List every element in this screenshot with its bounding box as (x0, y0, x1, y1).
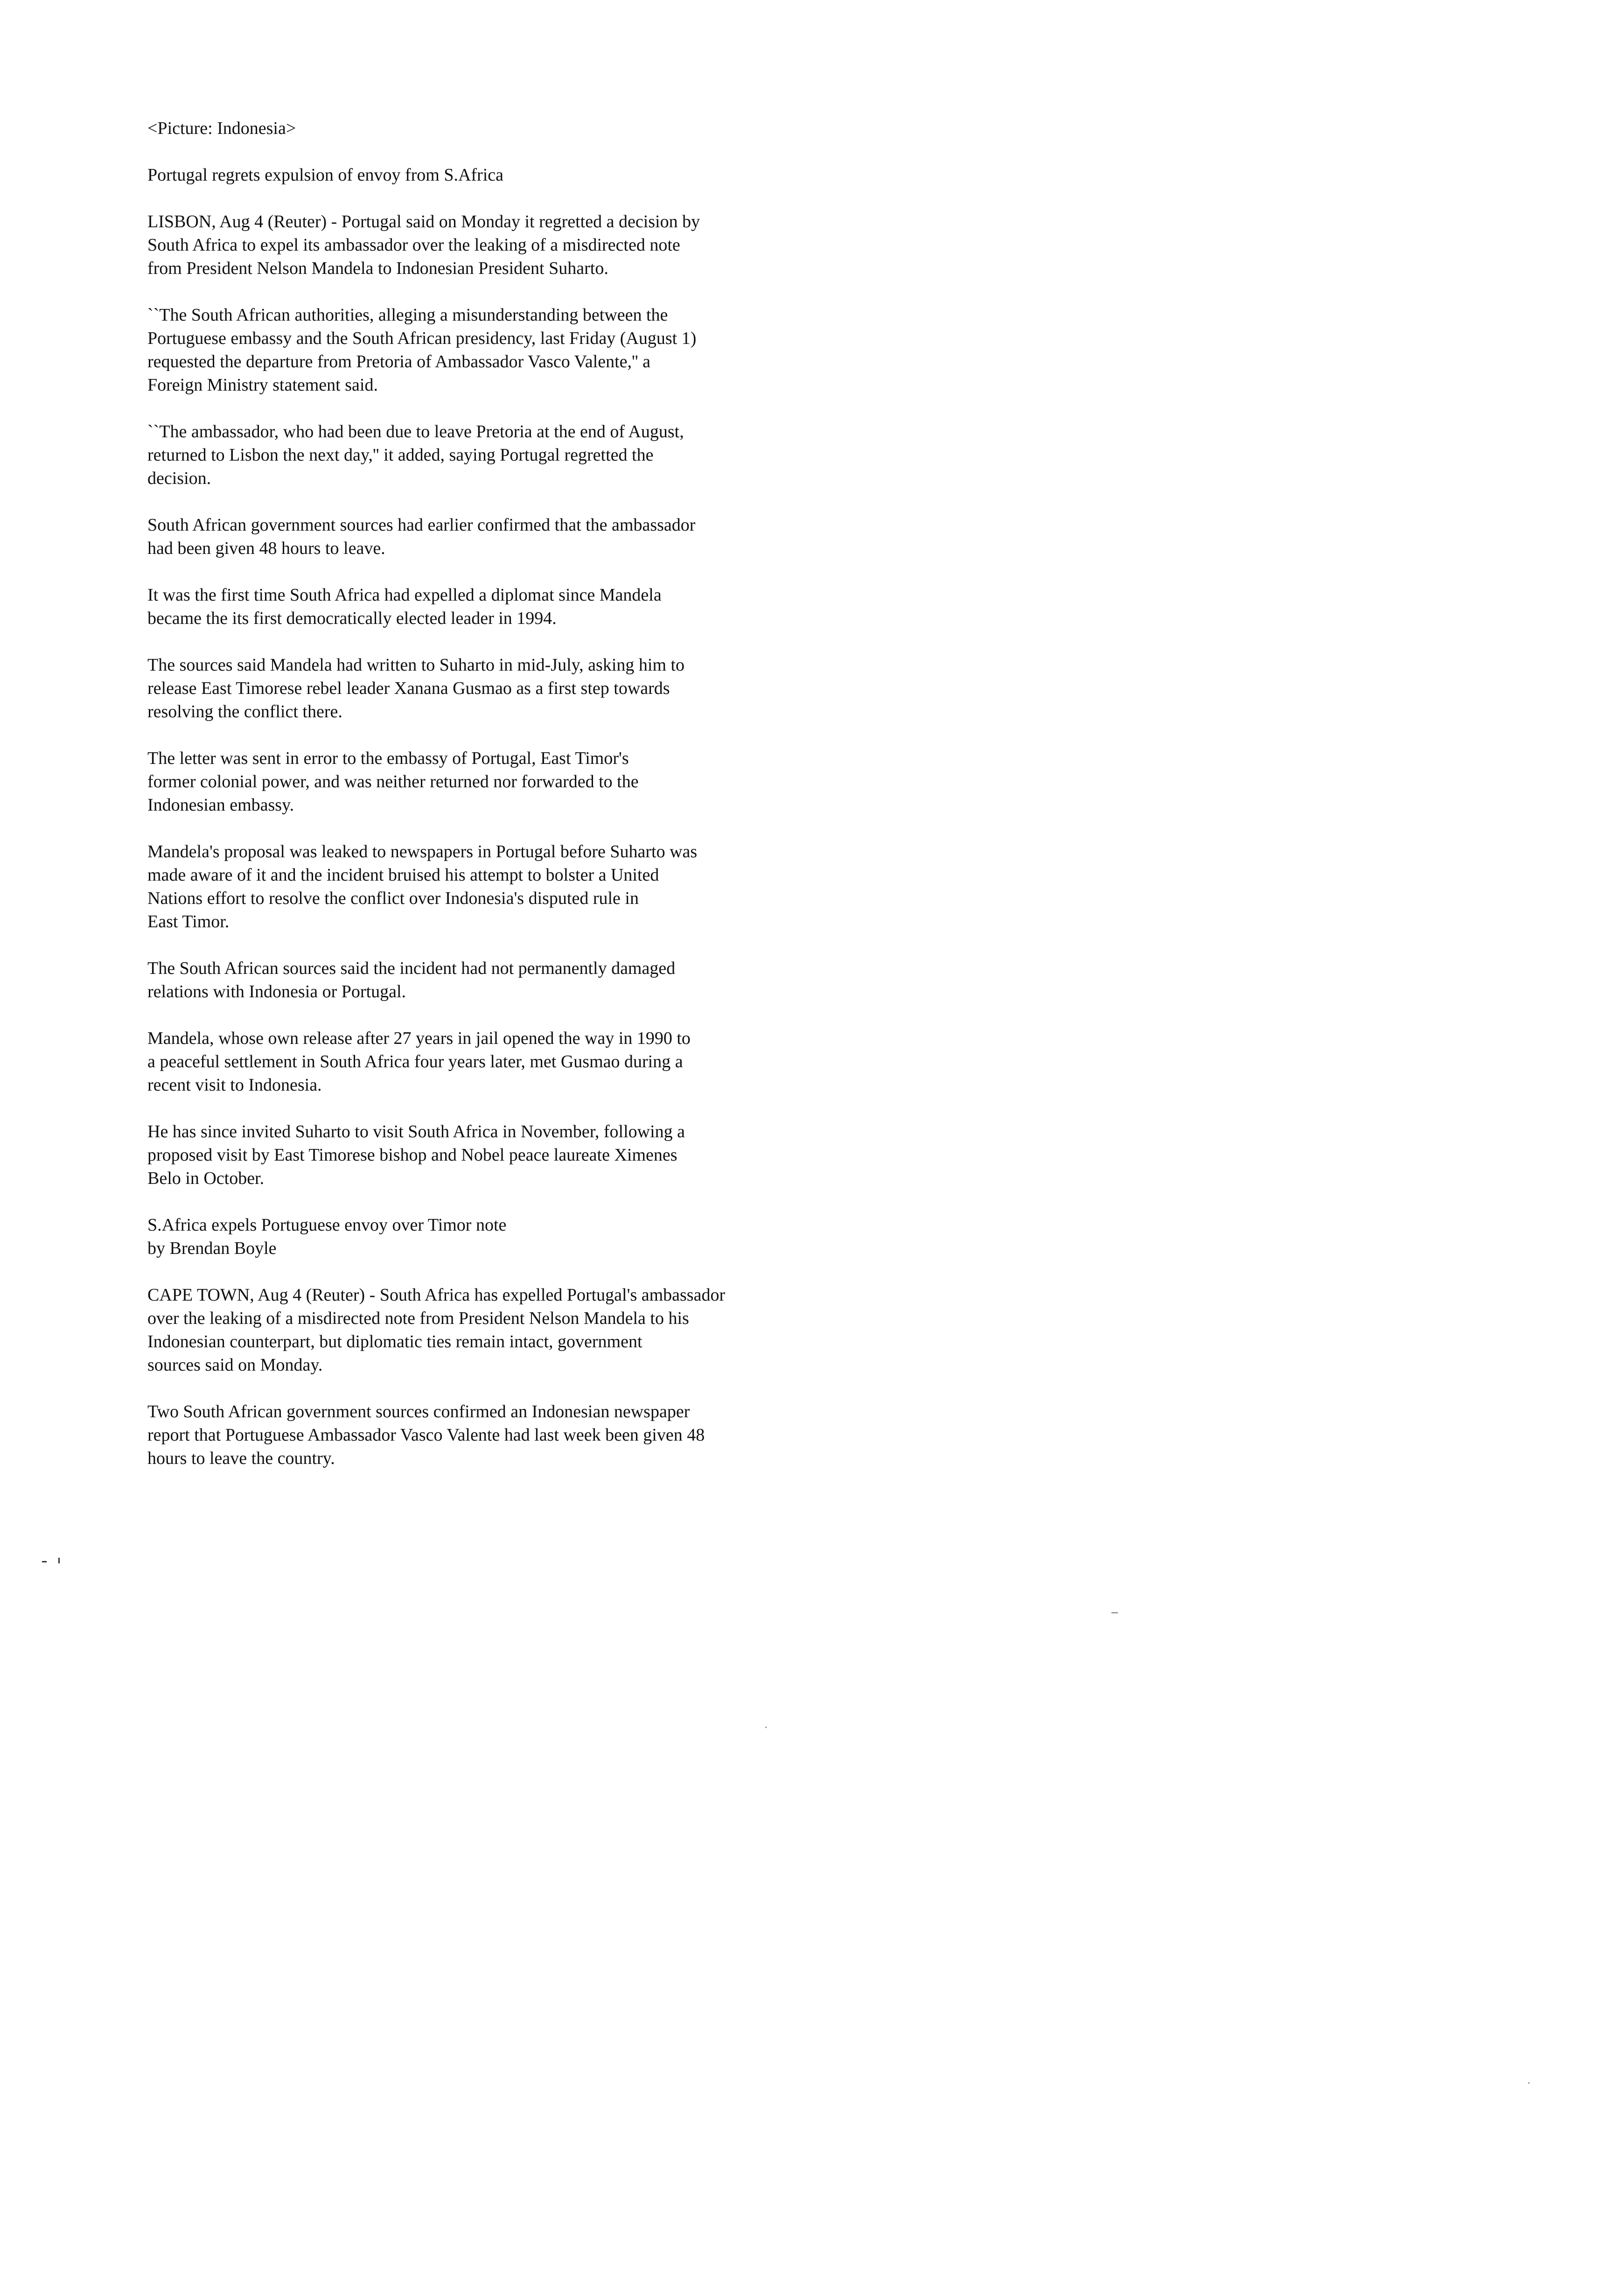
story1-headline: Portugal regrets expulsion of envoy from S.Africa (147, 165, 503, 185)
text-line: release East Timorese rebel leader Xanana Gusmao as a first step towards (147, 679, 670, 698)
scan-speck (1111, 1612, 1118, 1613)
text-line: sources said on Monday. (147, 1355, 323, 1375)
text-line: from President Nelson Mandela to Indonesian President Suharto. (147, 259, 608, 278)
text-line: proposed visit by East Timorese bishop and Nobel peace laureate Ximenes (147, 1145, 677, 1165)
text-line: had been given 48 hours to leave. (147, 539, 385, 558)
text-line: over the leaking of a misdirected note from President Nelson Mandela to his (147, 1309, 689, 1328)
text-line: Belo in October. (147, 1169, 265, 1188)
story2-headline: S.Africa expels Portuguese envoy over Timor note (147, 1215, 507, 1235)
text-line: decision. (147, 469, 211, 488)
text-line: requested the departure from Pretoria of Ambassador Vasco Valente,'' a (147, 352, 651, 371)
text-line: East Timor. (147, 912, 230, 931)
text-line: ``The ambassador, who had been due to leave Pretoria at the end of August, (147, 422, 684, 441)
text-line: Two South African government sources confirmed an Indonesian newspaper (147, 1402, 690, 1421)
text-line: Mandela's proposal was leaked to newspapers in Portugal before Suharto was (147, 842, 698, 861)
text-line: It was the first time South Africa had expelled a diplomat since Mandela (147, 585, 662, 605)
text-line: a peaceful settlement in South Africa four years later, met Gusmao during a (147, 1052, 683, 1071)
text-line: relations with Indonesia or Portugal. (147, 982, 406, 1001)
text-line: South Africa to expel its ambassador over the leaking of a misdirected note (147, 235, 680, 255)
text-line: report that Portuguese Ambassador Vasco Valente had last week been given 48 (147, 1425, 705, 1445)
scan-speck (1528, 2082, 1529, 2084)
picture-caption: <Picture: Indonesia> (147, 119, 296, 138)
text-line: LISBON, Aug 4 (Reuter) - Portugal said on Monday it regretted a decision by (147, 212, 700, 231)
text-line: became the its first democratically elected leader in 1994. (147, 609, 557, 628)
text-line: Indonesian counterpart, but diplomatic ties remain intact, government (147, 1332, 642, 1351)
text-line: resolving the conflict there. (147, 702, 342, 721)
text-line: Nations effort to resolve the conflict over Indonesia's disputed rule in (147, 889, 639, 908)
text-line: Foreign Ministry statement said. (147, 375, 378, 395)
text-line: Indonesian embassy. (147, 795, 294, 815)
scan-speck (58, 1558, 60, 1563)
text-line: The letter was sent in error to the embassy of Portugal, East Timor's (147, 749, 629, 768)
scan-speck (42, 1561, 47, 1562)
text-line: He has since invited Suharto to visit South Africa in November, following a (147, 1122, 685, 1141)
text-line: Mandela, whose own release after 27 years in jail opened the way in 1990 to (147, 1029, 691, 1048)
scan-speck (765, 1727, 767, 1728)
text-line: The sources said Mandela had written to Suharto in mid-July, asking him to (147, 655, 685, 675)
text-line: South African government sources had earlier confirmed that the ambassador (147, 515, 696, 535)
text-line: hours to leave the country. (147, 1449, 335, 1468)
text-line: CAPE TOWN, Aug 4 (Reuter) - South Africa has expelled Portugal's ambassador (147, 1285, 726, 1305)
text-line: recent visit to Indonesia. (147, 1075, 322, 1095)
text-line: returned to Lisbon the next day,'' it added, saying Portugal regretted the (147, 445, 654, 465)
text-line: ``The South African authorities, alleging a misunderstanding between the (147, 305, 668, 325)
text-line: The South African sources said the incident had not permanently damaged (147, 959, 676, 978)
text-line: made aware of it and the incident bruised his attempt to bolster a United (147, 865, 659, 885)
story2-byline: by Brendan Boyle (147, 1239, 277, 1258)
text-line: Portuguese embassy and the South African presidency, last Friday (August 1) (147, 329, 697, 348)
text-line: former colonial power, and was neither returned nor forwarded to the (147, 772, 639, 791)
